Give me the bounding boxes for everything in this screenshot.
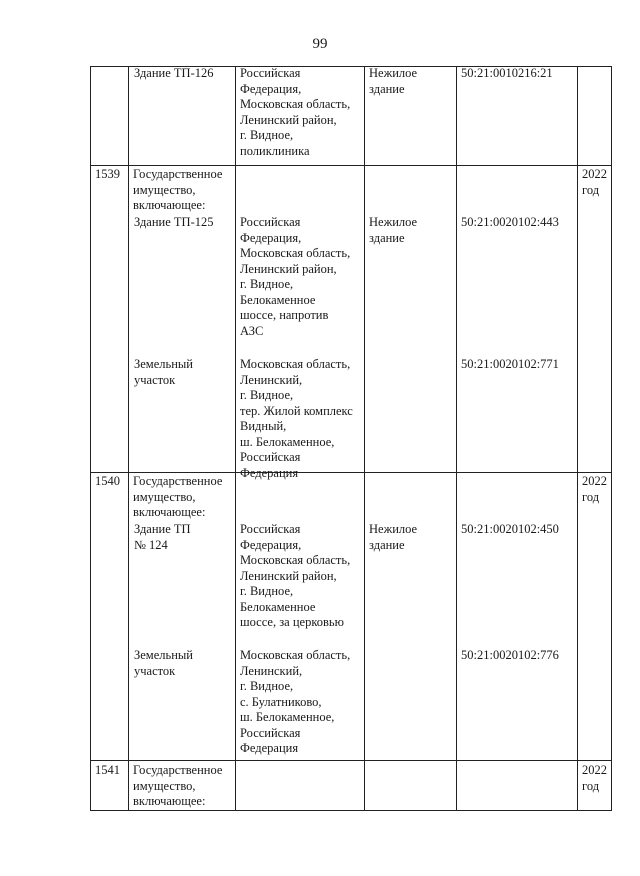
row-number: 1541 <box>95 763 120 777</box>
item-cadastral: 50:21:0020102:450 <box>461 522 559 536</box>
item-type: Нежилое здание <box>369 215 418 245</box>
table-rule <box>90 760 612 761</box>
row-header: Государственное имущество, включающее: <box>133 763 223 808</box>
item-type: Нежилое здание <box>369 522 418 552</box>
row-year: 2022 год <box>582 474 607 504</box>
table-rule <box>128 66 129 811</box>
item-name: Здание ТП № 124 <box>134 522 191 552</box>
item-address: Российская Федерация, Московская область, Ленинский район, г. Видное, поликлиника <box>240 66 351 158</box>
row-number: 1540 <box>95 474 120 488</box>
row-header: Государственное имущество, включающее: <box>133 474 223 519</box>
row-header: Государственное имущество, включающее: <box>133 167 223 212</box>
item-cadastral: 50:21:0010216:21 <box>461 66 553 80</box>
page-number: 99 <box>312 36 328 52</box>
table-rule <box>90 165 612 166</box>
item-cadastral: 50:21:0020102:443 <box>461 215 559 229</box>
item-name: Земельный участок <box>134 357 193 387</box>
table-rule <box>611 66 612 811</box>
row-year: 2022 год <box>582 167 607 197</box>
item-name: Здание ТП-125 <box>134 215 214 229</box>
item-address: Российская Федерация, Московская область, Ленинский район, г. Видное, Белокаменное шоссе, за церковью <box>240 522 351 629</box>
table-rule <box>90 810 612 811</box>
item-address: Московская область, Ленинский, г. Видное, тер. Жилой комплекс Видный, ш. Белокаменное, Российская Федерация <box>240 357 353 480</box>
table-rule <box>90 66 91 811</box>
item-name: Здание ТП-126 <box>134 66 214 80</box>
table-rule <box>577 66 578 811</box>
item-name: Земельный участок <box>134 648 193 678</box>
item-address: Московская область, Ленинский, г. Видное, с. Булатниково, ш. Белокаменное, Российская Федерация <box>240 648 351 755</box>
item-cadastral: 50:21:0020102:771 <box>461 357 559 371</box>
row-number: 1539 <box>95 167 120 181</box>
table-rule <box>235 66 236 811</box>
item-cadastral: 50:21:0020102:776 <box>461 648 559 662</box>
item-address: Российская Федерация, Московская область, Ленинский район, г. Видное, Белокаменное шоссе, напротив АЗС <box>240 215 351 338</box>
item-type: Нежилое здание <box>369 66 418 96</box>
table-rule <box>364 66 365 811</box>
row-year: 2022 год <box>582 763 607 793</box>
table-rule <box>456 66 457 811</box>
